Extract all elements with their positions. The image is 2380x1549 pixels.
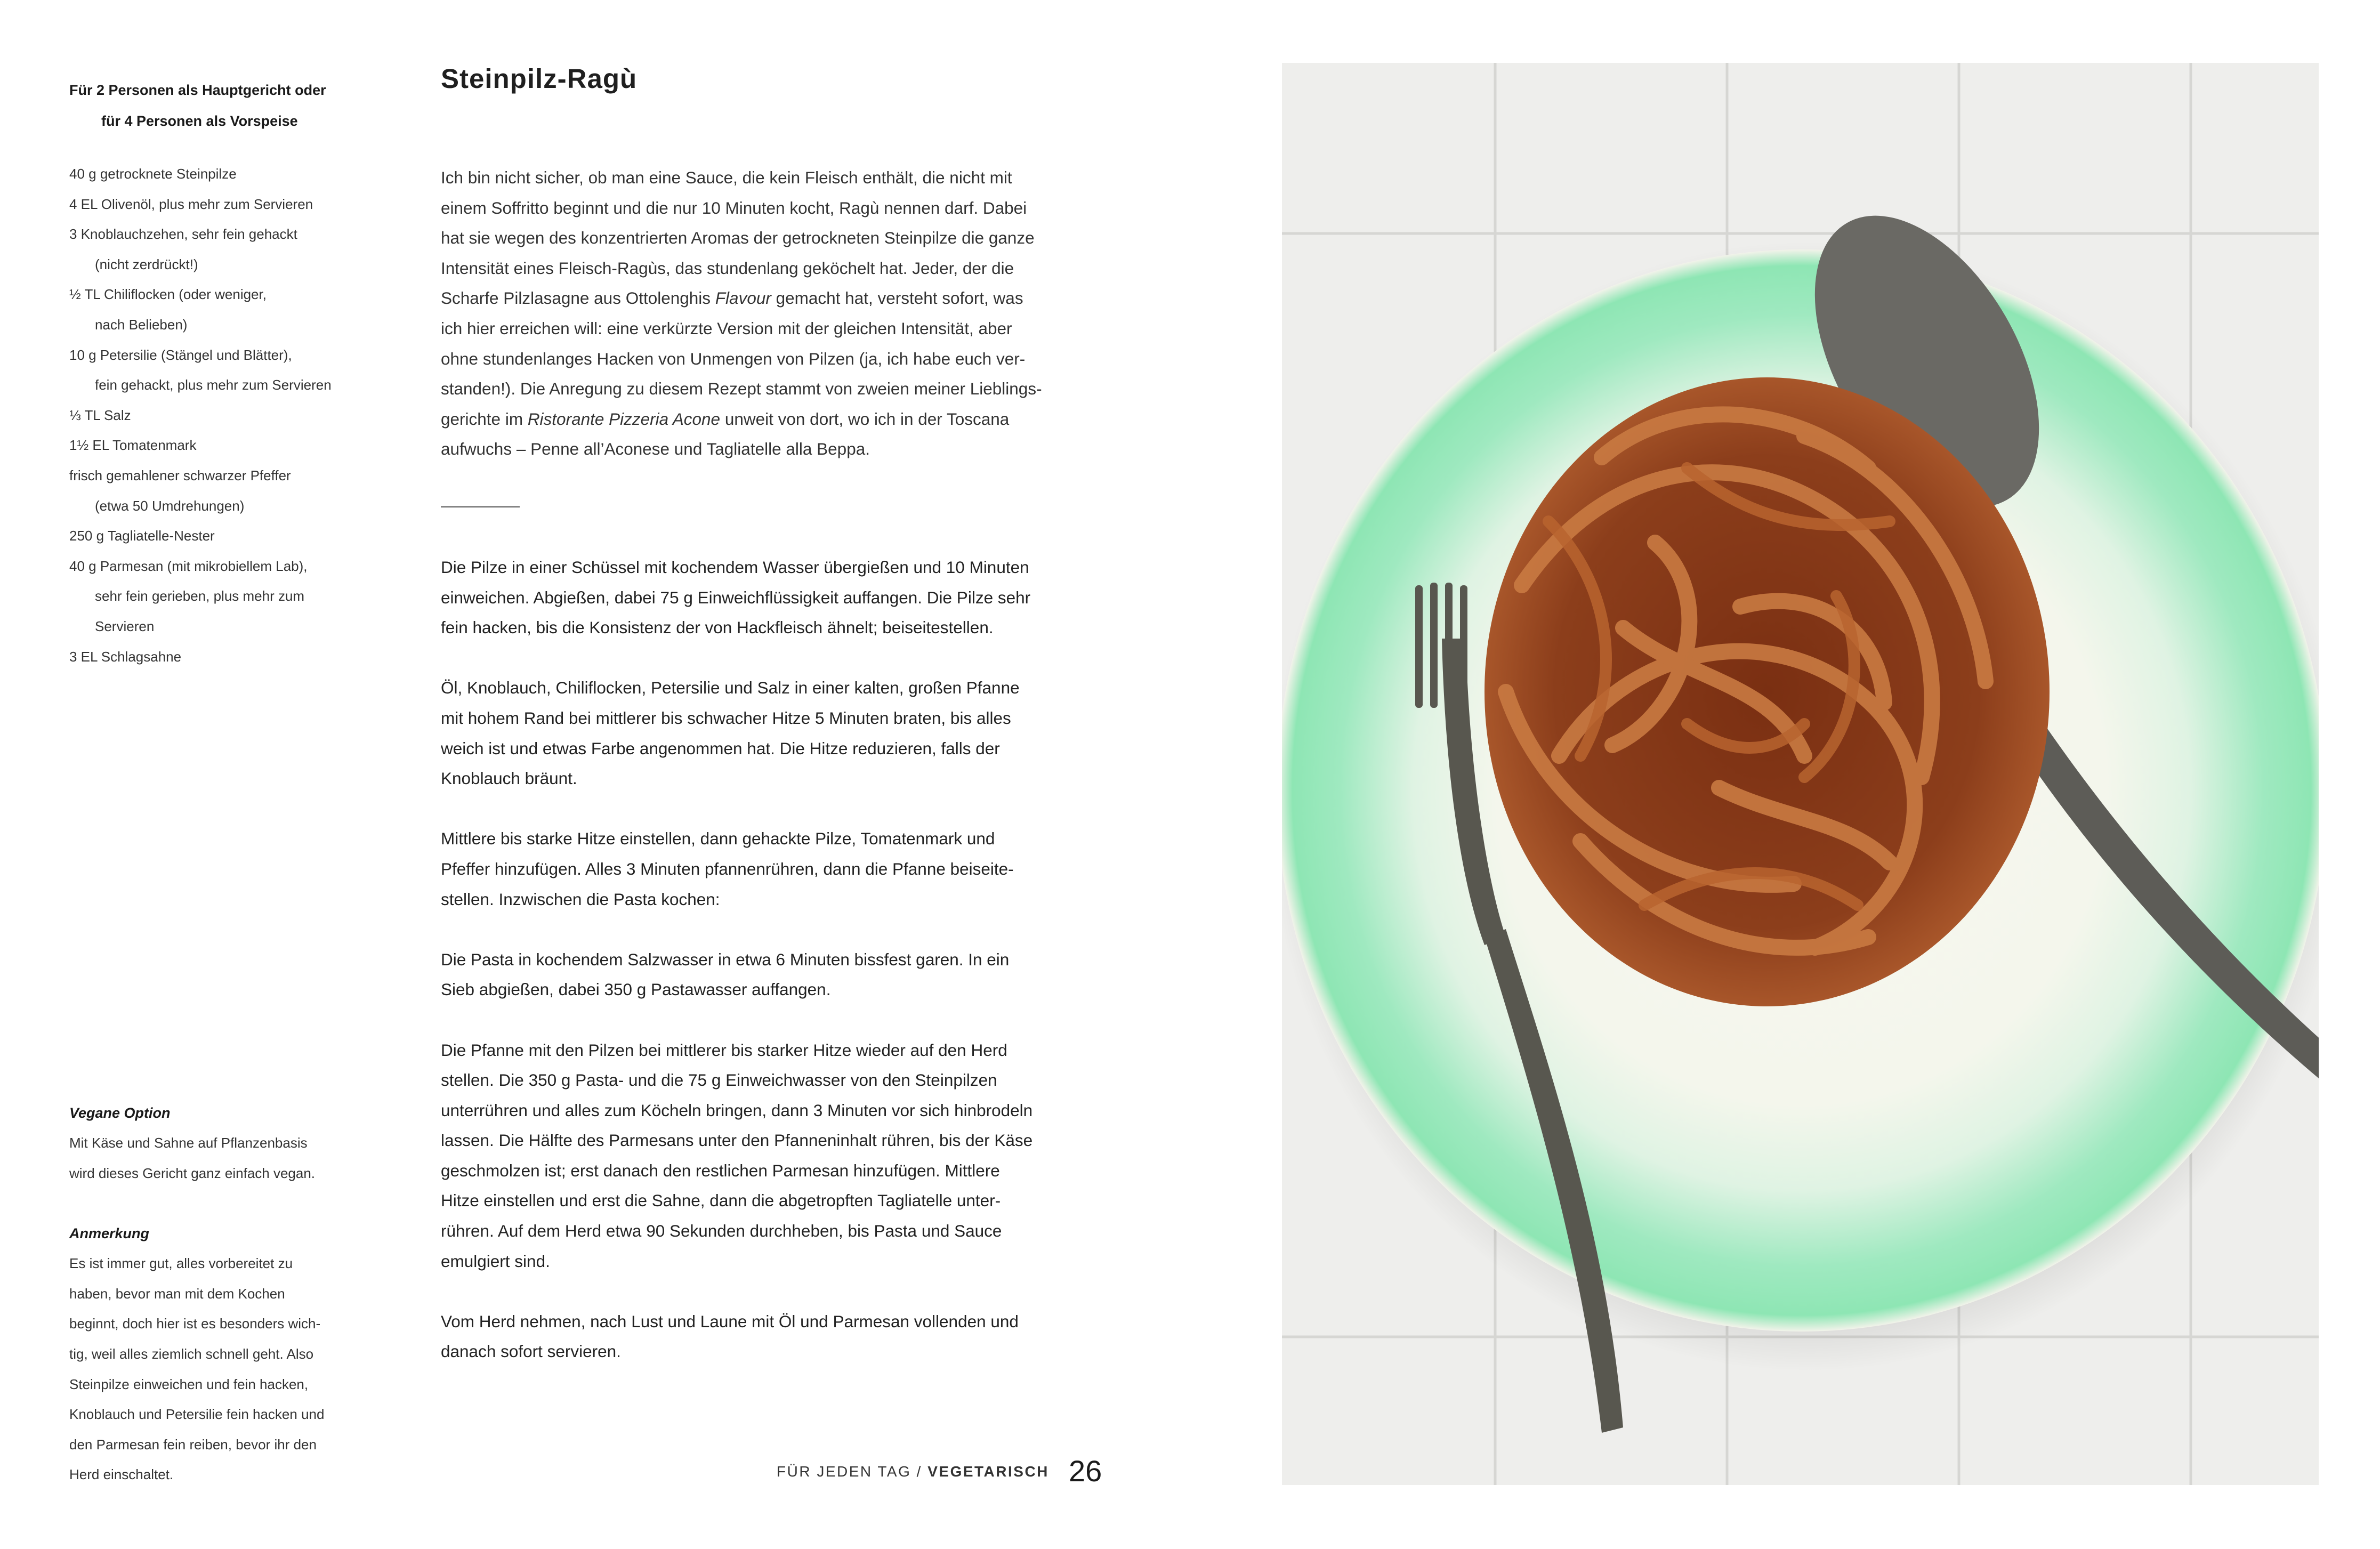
ingredient-continuation: (nicht zerdrückt!) (95, 256, 198, 272)
method-line: Mittlere bis starke Hitze einstellen, dann gehackte Pilze, Tomatenmark und (441, 829, 995, 849)
vegan-option-title: Vegane Option (69, 1105, 171, 1121)
intro-line: Intensität eines Fleisch-Ragùs, das stundenlang geköchelt hat. Jeder, der die (441, 258, 1014, 278)
serving-info-line-1: Für 2 Personen als Hauptgericht oder (69, 82, 326, 98)
intro-line: einem Soffritto beginnt und die nur 10 Minuten kocht, Ragù nennen darf. Dabei (441, 198, 1027, 217)
note-line: tig, weil alles ziemlich schnell geht. Also (69, 1345, 314, 1362)
page-number: 26 (1069, 1454, 1102, 1488)
pasta-mound (1485, 377, 2050, 1006)
ingredient-continuation: (etwa 50 Umdrehungen) (95, 497, 245, 514)
method-line: Pfeffer hinzufügen. Alles 3 Minuten pfannenrühren, dann die Pfanne beiseite- (441, 859, 1014, 878)
method-line: geschmolzen ist; erst danach den restlichen Parmesan hinzufügen. Mittlere (441, 1160, 1000, 1180)
vegan-option-line: wird dieses Gericht ganz einfach vegan. (69, 1165, 316, 1181)
intro-line (441, 404, 1128, 434)
book-title-flavour: Flavour (715, 288, 771, 308)
ingredient-line: 10 g Petersilie (Stängel und Blätter), (69, 346, 292, 363)
footer-category: VEGETARISCH (927, 1463, 1049, 1480)
dish-photo (1282, 63, 2319, 1485)
method-step (441, 945, 1128, 1005)
method-line: rühren. Auf dem Herd etwa 90 Sekunden durchheben, bis Pasta und Sauce (441, 1221, 1002, 1241)
ingredient-continuation: Servieren (95, 618, 155, 634)
ingredient-item (69, 400, 373, 431)
note-line: haben, bevor man mit dem Kochen (69, 1285, 285, 1302)
method-line: Hitze einstellen und erst die Sahne, dann die abgetropften Tagliatelle unter- (441, 1191, 1001, 1211)
note-line: Knoblauch und Petersilie fein hacken und (69, 1406, 325, 1423)
note-line: beginnt, doch hier ist es besonders wich- (69, 1316, 321, 1332)
note-line: Es ist immer gut, alles vorbereitet zu (69, 1255, 293, 1272)
note-line: Steinpilze einweichen und fein hacken, (69, 1376, 309, 1392)
ingredient-line: ⅓ TL Salz (69, 407, 131, 423)
ingredient-item (69, 279, 373, 340)
method-line: Vom Herd nehmen, nach Lust und Laune mit Öl und Parmesan vollenden und (441, 1311, 1019, 1331)
ingredient-continuation: fein gehackt, plus mehr zum Servieren (95, 377, 332, 393)
notes-section (69, 1098, 373, 1490)
method-line: einweichen. Abgießen, dabei 75 g Einweichflüssigkeit auffangen. Die Pilze sehr (441, 587, 1031, 607)
intro-text: gemacht hat, versteht sofort, was (771, 288, 1023, 308)
intro-line: hat sie wegen des konzentrierten Aromas der getrockneten Steinpilze die ganze (441, 228, 1035, 248)
method-line: danach sofort servieren. (441, 1342, 621, 1361)
intro-line: Ich bin nicht sicher, ob man eine Sauce, die kein Fleisch enthält, die nicht mit (441, 168, 1012, 187)
ingredient-item (69, 461, 373, 521)
ingredient-line: 40 g Parmesan (mit mikrobiellem Lab), (69, 558, 308, 574)
method-line: lassen. Die Hälfte des Parmesans unter den Pfanneninhalt rühren, bis der Käse (441, 1131, 1033, 1150)
intro-text: unweit von dort, wo ich in der Toscana (720, 409, 1010, 429)
ingredient-line: 4 EL Olivenöl, plus mehr zum Servieren (69, 196, 313, 212)
method-line: fein hacken, bis die Konsistenz der von Hackfleisch ähnelt; beiseitestellen. (441, 618, 994, 638)
method-line: Knoblauch bräunt. (441, 769, 577, 788)
ingredient-item (69, 521, 373, 551)
ingredient-item (69, 159, 373, 189)
ingredient-list (69, 159, 373, 672)
method-line: Die Pasta in kochendem Salzwasser in etwa 6 Minuten bissfest garen. In ein (441, 949, 1010, 969)
intro-text: Scharfe Pilzlasagne aus Ottolenghis (441, 288, 715, 308)
recipe-title: Steinpilz-Ragù (441, 63, 638, 94)
method-line: weich ist und etwas Farbe angenommen hat. Die Hitze reduzieren, falls der (441, 738, 1000, 758)
method-line: emulgiert sind. (441, 1251, 550, 1271)
intro-line: standen!). Die Anregung zu diesem Rezept stammt von zweien meiner Lieblings- (441, 379, 1042, 399)
method-steps (441, 552, 1128, 1397)
ingredient-line: 40 g getrocknete Steinpilze (69, 166, 237, 182)
ingredient-line: 3 Knoblauchzehen, sehr fein gehackt (69, 226, 297, 243)
intro-line: aufwuchs – Penne all’Aconese und Tagliatelle alla Beppa. (441, 439, 870, 459)
intro-line: ohne stundenlanges Hacken von Unmengen von Pilzen (ja, ich habe euch ver- (441, 349, 1026, 368)
intro-text: gerichte im (441, 409, 528, 429)
section-divider (441, 506, 520, 507)
restaurant-name: Ristorante Pizzeria Acone (527, 409, 721, 429)
method-line: Die Pilze in einer Schüssel mit kochendem Wasser übergießen und 10 Minuten (441, 558, 1029, 577)
ingredient-line: frisch gemahlener schwarzer Pfeffer (69, 467, 291, 483)
method-line: unterrühren und alles zum Köcheln bringen, dann 3 Minuten vor sich hinbrodeln (441, 1100, 1033, 1120)
ingredient-item (69, 189, 373, 220)
vegan-option-line: Mit Käse und Sahne auf Pflanzenbasis (69, 1135, 308, 1151)
ingredient-item (69, 219, 373, 279)
ingredient-item (69, 642, 373, 672)
intro-line: ich hier erreichen will: eine verkürzte Version mit der gleichen Intensität, aber (441, 318, 1012, 338)
ingredient-line: 250 g Tagliatelle-Nester (69, 528, 215, 544)
note-line: Herd einschaltet. (69, 1466, 174, 1483)
pasta-plate-illustration (1282, 63, 2319, 1485)
ingredient-continuation: sehr fein gerieben, plus mehr zum (95, 588, 305, 604)
intro-paragraph (441, 163, 1128, 464)
method-line: stellen. Inzwischen die Pasta kochen: (441, 889, 720, 909)
method-line: Die Pfanne mit den Pilzen bei mittlerer bis starker Hitze wieder auf den Herd (441, 1040, 1007, 1060)
method-line: mit hohem Rand bei mittlerer bis schwacher Hitze 5 Minuten braten, bis alles (441, 708, 1011, 728)
ingredient-line: ½ TL Chiliflocken (oder weniger, (69, 286, 267, 303)
method-line: Öl, Knoblauch, Chiliflocken, Petersilie und Salz in einer kalten, großen Pfanne (441, 678, 1020, 698)
method-step (441, 673, 1128, 793)
method-step (441, 824, 1128, 914)
note-title: Anmerkung (69, 1225, 150, 1242)
ingredients-sidebar (69, 75, 373, 672)
intro-line (441, 283, 1128, 313)
method-line: Sieb abgießen, dabei 350 g Pastawasser auffangen. (441, 980, 831, 999)
method-line: stellen. Die 350 g Pasta- und die 75 g Einweichwasser von den Steinpilzen (441, 1070, 997, 1090)
running-footer (777, 1463, 1049, 1480)
ingredient-item (69, 340, 373, 400)
method-step (441, 552, 1128, 643)
method-step (441, 1306, 1128, 1367)
footer-section: FÜR JEDEN TAG / (777, 1463, 922, 1480)
method-step (441, 1035, 1128, 1277)
note-line: den Parmesan fein reiben, bevor ihr den (69, 1436, 317, 1453)
ingredient-item (69, 430, 373, 461)
serving-info-line-2: für 4 Personen als Vorspeise (101, 113, 298, 129)
ingredient-continuation: nach Belieben) (95, 316, 188, 333)
ingredient-line: 1½ EL Tomatenmark (69, 437, 197, 454)
ingredient-item (69, 551, 373, 642)
ingredient-line: 3 EL Schlagsahne (69, 648, 182, 665)
